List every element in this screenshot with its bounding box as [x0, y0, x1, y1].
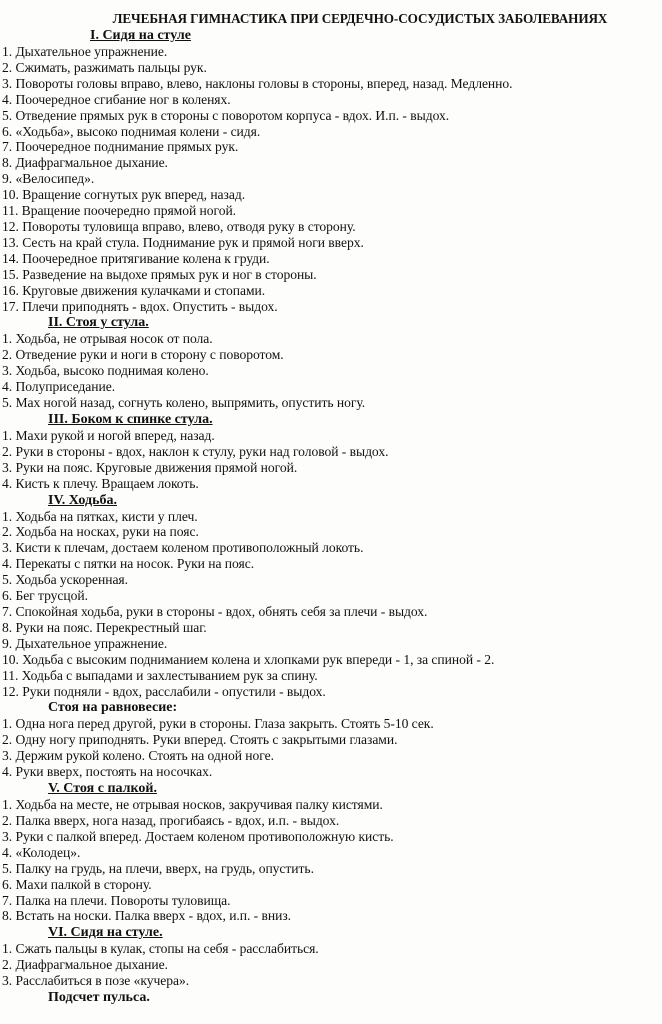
exercise-item: 4. Кисть к плечу. Вращаем локоть. — [2, 475, 199, 491]
exercise-item: 7. Палка на плечи. Повороты туловища. — [2, 892, 231, 908]
exercise-item: 4. Поочередное сгибание ног в коленях. — [2, 91, 231, 107]
exercise-item: 16. Круговые движения кулачками и стопами. — [2, 282, 266, 298]
exercise-item: 6. Бег трусцой. — [2, 588, 88, 604]
exercise-item: 2. Палка вверх, нога назад, прогибаясь - вдох, и.п. - выдох. — [2, 812, 340, 828]
exercise-item: 15. Разведение на выдохе прямых рук и ног в стороны. — [2, 266, 317, 282]
section-2 — [2, 314, 656, 411]
exercise-item: 2. Отведение руки и ноги в сторону с поворотом. — [2, 347, 284, 363]
exercise-item: 4. Перекаты с пятки на носок. Руки на пояс. — [2, 556, 255, 572]
exercise-item: 5. Палку на грудь, на плечи, вверх, на грудь, опустить. — [2, 860, 314, 876]
exercise-item: 1. Одна нога перед другой, руки в стороны. Глаза закрыть. Стоять 5-10 сек. — [2, 716, 434, 732]
exercise-item: 2. Руки в стороны - вдох, наклон к стулу, руки над головой - выдох. — [2, 443, 389, 459]
exercise-item: 1. Сжать пальцы в кулак, стопы на себя - расслабиться. — [2, 941, 319, 957]
exercise-item: 2. Сжимать, разжимать пальцы рук. — [2, 59, 207, 75]
exercise-item: 12. Руки подняли - вдох, расслабили - опустили - выдох. — [2, 683, 326, 699]
exercise-item: 8. Руки на пояс. Перекрестный шаг. — [2, 619, 207, 635]
section-4 — [2, 492, 656, 700]
exercise-item: 3. Повороты головы вправо, влево, наклоны головы в стороны, вперед, назад. Медленно. — [2, 75, 513, 91]
exercise-item: 5. Отведение прямых рук в стороны с поворотом корпуса - вдох. И.п. - выдох. — [2, 107, 450, 123]
exercise-item: 3. Расслабиться в позе «кучера». — [2, 973, 190, 989]
exercise-item: 10. Ходьба с высоким подниманием колена и хлопками рук впереди - 1, за спиной - 2. — [2, 651, 495, 667]
exercise-item: 7. Спокойная ходьба, руки в стороны - вдох, обнять себя за плечи - выдох. — [2, 604, 428, 619]
footer-note: Подсчет пульса. — [48, 990, 150, 1006]
section-heading: IV. Ходьба. — [48, 492, 118, 508]
exercise-item: 5. Ходьба ускоренная. — [2, 572, 128, 588]
exercise-item: 9. «Велосипед». — [2, 171, 95, 187]
exercise-item: 6. Махи палкой в сторону. — [2, 876, 152, 892]
exercise-item: 1. Ходьба на пятках, кисти у плеч. — [2, 508, 198, 524]
section-heading: I. Сидя на стуле — [90, 28, 191, 43]
exercise-item: 3. Руки на пояс. Круговые движения прямой ногой. — [2, 459, 298, 475]
exercise-item: 14. Поочередное притягивание колена к груди. — [2, 250, 270, 266]
exercise-item: 8. Встать на носки. Палка вверх - вдох, и.п. - вниз. — [2, 908, 291, 924]
exercise-item: 11. Вращение поочередно прямой ногой. — [2, 203, 237, 219]
exercise-item: 1. Дыхательное упражнение. — [2, 44, 168, 59]
section-heading: II. Стоя у стула. — [48, 315, 149, 331]
exercise-item: 6. «Ходьба», высоко поднимая колени - сидя. — [2, 123, 261, 139]
exercise-item: 12. Повороты туловища вправо, влево, отводя руку в сторону. — [2, 218, 356, 234]
section-heading: VI. Сидя на стуле. — [48, 925, 163, 941]
exercise-item: 2. Ходьба на носках, руки на пояс. — [2, 524, 199, 540]
exercise-item: 3. Ходьба, высоко поднимая колено. — [2, 363, 209, 379]
exercise-item: 1. Ходьба на месте, не отрывая носков, закручивая палку кистями. — [2, 797, 383, 813]
section-1 — [2, 27, 656, 314]
document-title: ЛЕЧЕБНАЯ ГИМНАСТИКА ПРИ СЕРДЕЧНО-СОСУДИСТЫХ ЗАБОЛЕВАНИЯХ — [112, 11, 608, 26]
section-3 — [2, 411, 656, 492]
section-heading: III. Боком к спинке стула. — [48, 411, 213, 427]
exercise-item: 4. Полуприседание. — [2, 379, 116, 395]
exercise-item: 11. Ходьба с выпадами и захлестыванием рук за спину. — [2, 667, 318, 683]
exercise-item: 17. Плечи приподнять - вдох. Опустить - выдох. — [2, 298, 278, 314]
exercise-item: 3. Держим рукой колено. Стоять на одной ноге. — [2, 748, 274, 764]
section-heading: Стоя на равновесие: — [48, 700, 178, 716]
exercise-item: 13. Сесть на край стула. Поднимание рук и прямой ноги вверх. — [2, 234, 364, 250]
section-7 — [2, 924, 656, 989]
exercise-item: 8. Диафрагмальное дыхание. — [2, 155, 168, 171]
exercise-item: 1. Махи рукой и ногой вперед, назад. — [2, 427, 215, 443]
section-heading: V. Стоя с палкой. — [48, 781, 157, 797]
section-5 — [2, 699, 656, 780]
exercise-item: 2. Одну ногу приподнять. Руки вперед. Стоять с закрытыми глазами. — [2, 732, 398, 748]
exercise-item: 2. Диафрагмальное дыхание. — [2, 957, 168, 973]
exercise-item: 3. Руки с палкой вперед. Достаем коленом противоположную кисть. — [2, 828, 394, 844]
exercise-item: 5. Мах ногой назад, согнуть колено, выпрямить, опустить ногу. — [2, 395, 366, 411]
exercise-item: 4. «Колодец». — [2, 844, 81, 860]
exercise-item: 9. Дыхательное упражнение. — [2, 635, 168, 651]
exercise-item: 1. Ходьба, не отрывая носок от пола. — [2, 331, 213, 347]
document-content — [2, 27, 656, 989]
exercise-item: 10. Вращение согнутых рук вперед, назад. — [2, 187, 246, 203]
section-6 — [2, 780, 656, 924]
exercise-item: 3. Кисти к плечам, достаем коленом противоположный локоть. — [2, 540, 364, 556]
exercise-item: 4. Руки вверх, постоять на носочках. — [2, 764, 213, 780]
exercise-item: 7. Поочередное поднимание прямых рук. — [2, 139, 239, 155]
